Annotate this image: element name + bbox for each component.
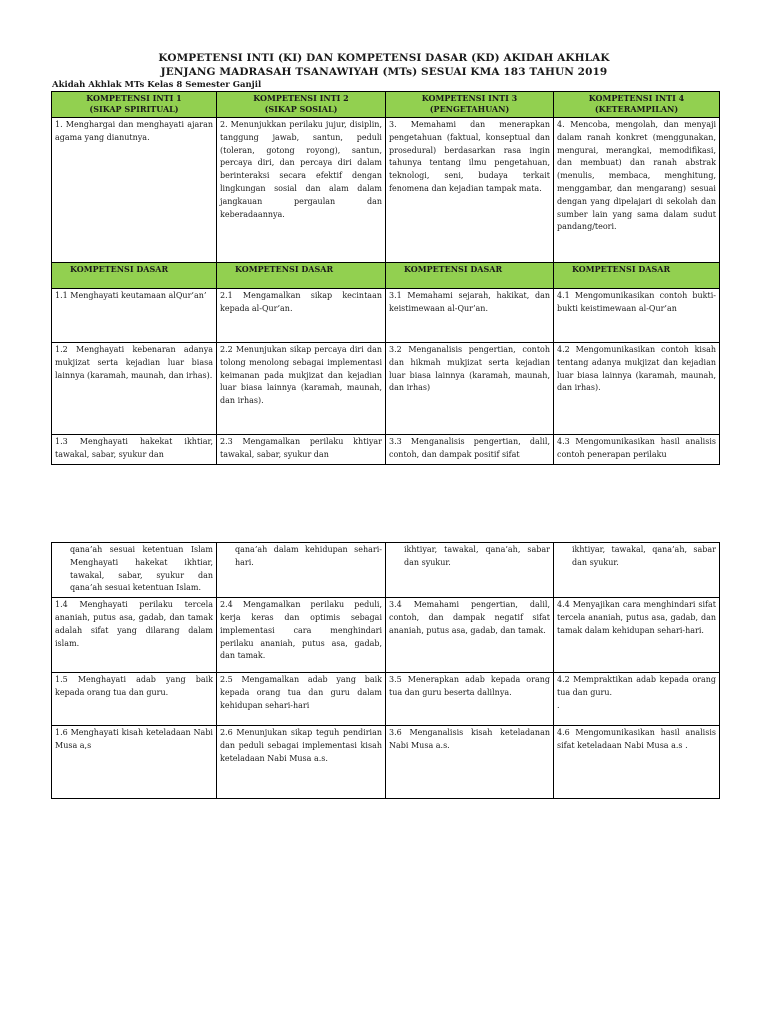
table-row: [52, 673, 720, 726]
ki-text-1: 1. Menghargai dan menghayati ajaran agama yang dianutnya.: [52, 118, 217, 263]
ki-header-1: KOMPETENSI INTI 1 (SIKAP SPIRITUAL): [52, 92, 217, 118]
kd-cell: 4.4 Menyajikan cara menghindari sifat tercela ananiah, putus asa, gadab, dan tamak dalam kehidupan sehari-hari.: [554, 598, 720, 673]
kd-cell: 4.3 Mengomunikasikan hasil analisis contoh penerapan perilaku: [554, 435, 720, 465]
table-row: [52, 726, 720, 799]
table-row: [52, 598, 720, 673]
kd-cell: ikhtiyar, tawakal, qana’ah, sabar dan syukur.: [554, 543, 720, 598]
kd-cell: qana’ah sesuai ketentuan Islam Menghayati hakekat ikhtiar, tawakal, sabar, syukur dan qana’ah sesuai ketentuan Islam.: [52, 543, 217, 598]
kd-cell: ikhtiyar, tawakal, qana’ah, sabar dan syukur.: [386, 543, 554, 598]
kd-cell: 3.5 Menerapkan adab kepada orang tua dan guru beserta dalilnya.: [386, 673, 554, 726]
ki-text-4: 4. Mencoba, mengolah, dan menyaji dalam ranah konkret (menggunakan, mengurai, merangkai, memodifikasi, dan membuat) dan ranah abstrak (menulis, membaca, menghitung, menggambar, dan mengarang) sesuai dengan yang dipelajari di sekolah dan sumber lain yang sama dalam sudut pandang/teori.: [554, 118, 720, 263]
ki-header-2: KOMPETENSI INTI 2 (SIKAP SOSIAL): [217, 92, 386, 118]
kd-header-3: KOMPETENSI DASAR: [386, 263, 554, 289]
ki-header-4: KOMPETENSI INTI 4 (KETERAMPILAN): [554, 92, 720, 118]
kd-header-2: KOMPETENSI DASAR: [217, 263, 386, 289]
kd-cell: 3.2 Menganalisis pengertian, contoh dan hikmah mukjizat serta kejadian luar biasa lainnya (karamah, maunah, dan irhas): [386, 343, 554, 435]
kd-cell: 1.5 Menghayati adab yang baik kepada orang tua dan guru.: [52, 673, 217, 726]
kd-cell: 1.3 Menghayati hakekat ikhtiar, tawakal, sabar, syukur dan: [52, 435, 217, 465]
document-title-line-2: JENJANG MADRASAH TSANAWIYAH (MTs) SESUAI KMA 183 TAHUN 2019: [160, 66, 608, 78]
kd-header-4: KOMPETENSI DASAR: [554, 263, 720, 289]
kd-cell: 2.1 Mengamalkan sikap kecintaan kepada al-Qur’an.: [217, 289, 386, 343]
table-row: [52, 289, 720, 343]
kd-header-1: KOMPETENSI DASAR: [52, 263, 217, 289]
table-row: [52, 543, 720, 598]
table-row: [52, 435, 720, 465]
kd-cell: 3.4 Memahami pengertian, dalil, contoh, dan dampak negatif sifat ananiah, putus asa, gadab, dan tamak.: [386, 598, 554, 673]
kd-cell: 2.2 Menunjukan sikap percaya diri dan tolong menolong sebagai implementasi keimanan pada mukjizat dan kejadian luar biasa lainnya (karamah, maunah, dan irhas).: [217, 343, 386, 435]
kd-cell: 4.2 Mengomunikasikan contoh kisah tentang adanya mukjizat dan kejadian luar biasa lainnya (karamah, maunah, dan irhas).: [554, 343, 720, 435]
kd-cell: 4.1 Mengomunikasikan contoh bukti-bukti keistimewaan al-Qur’an: [554, 289, 720, 343]
kd-cell: 2.6 Menunjukan sikap teguh pendirian dan peduli sebagai implementasi kisah keteladaan Nabi Musa a.s.: [217, 726, 386, 799]
kd-cell: 1.2 Menghayati kebenaran adanya mukjizat serta kejadian luar biasa lainnya (karamah, maunah, dan irhas).: [52, 343, 217, 435]
ki-text-2: 2. Menunjukkan perilaku jujur, disiplin, tanggung jawab, santun, peduli (toleran, gotong royong), santun, percaya diri, dan percaya diri dalam berinteraksi secara efektif dengan lingkungan sosial dan alam dalam jangkauan pergaulan dan keberadaannya.: [217, 118, 386, 263]
competency-table-part-1: [51, 91, 720, 465]
document-subtitle: Akidah Akhlak MTs Kelas 8 Semester Ganjil: [52, 80, 262, 90]
kd-cell: 1.1 Menghayati keutamaan alQur’an’: [52, 289, 217, 343]
kd-cell: 4.6 Mengomunikasikan hasil analisis sifat keteladaan Nabi Musa a.s .: [554, 726, 720, 799]
competency-table-part-2: [51, 542, 720, 799]
kd-cell: 2.5 Mengamalkan adab yang baik kepada orang tua dan guru dalam kehidupan sehari-hari: [217, 673, 386, 726]
kd-cell: 3.1 Memahami sejarah, hakikat, dan keistimewaan al-Qur’an.: [386, 289, 554, 343]
kd-cell: 4.2 Mempraktikan adab kepada orang tua dan guru. .: [554, 673, 720, 726]
kd-cell: 3.3 Menganalisis pengertian, dalil, contoh, dan dampak positif sifat: [386, 435, 554, 465]
table-row: [52, 343, 720, 435]
kd-cell: 2.4 Mengamalkan perilaku peduli, kerja keras dan optimis sebagai implementasi cara menghindari perilaku ananiah, putus asa, gadab, dan tamak.: [217, 598, 386, 673]
kd-cell: 1.6 Menghayati kisah keteladaan Nabi Musa a,s: [52, 726, 217, 799]
kd-cell: qana’ah dalam kehidupan sehari-hari.: [217, 543, 386, 598]
ki-text-3: 3. Memahami dan menerapkan pengetahuan (faktual, konseptual dan prosedural) berdasarkan rasa ingin tahunya tentang ilmu pengetahuan, teknologi, seni, budaya terkait fenomena dan kejadian tampak mata.: [386, 118, 554, 263]
ki-header-3: KOMPETENSI INTI 3 (PENGETAHUAN): [386, 92, 554, 118]
kd-cell: 2.3 Mengamalkan perilaku khtiyar tawakal, sabar, syukur dan: [217, 435, 386, 465]
kd-cell: 1.4 Menghayati perilaku tercela ananiah, putus asa, gadab, dan tamak adalah sifat yang dilarang dalam islam.: [52, 598, 217, 673]
stray-mark: .: [557, 700, 560, 710]
document-title-line-1: KOMPETENSI INTI (KI) DAN KOMPETENSI DASAR (KD) AKIDAH AKHLAK: [158, 52, 610, 64]
kd-cell: 3.6 Menganalisis kisah keteladanan Nabi Musa a.s.: [386, 726, 554, 799]
